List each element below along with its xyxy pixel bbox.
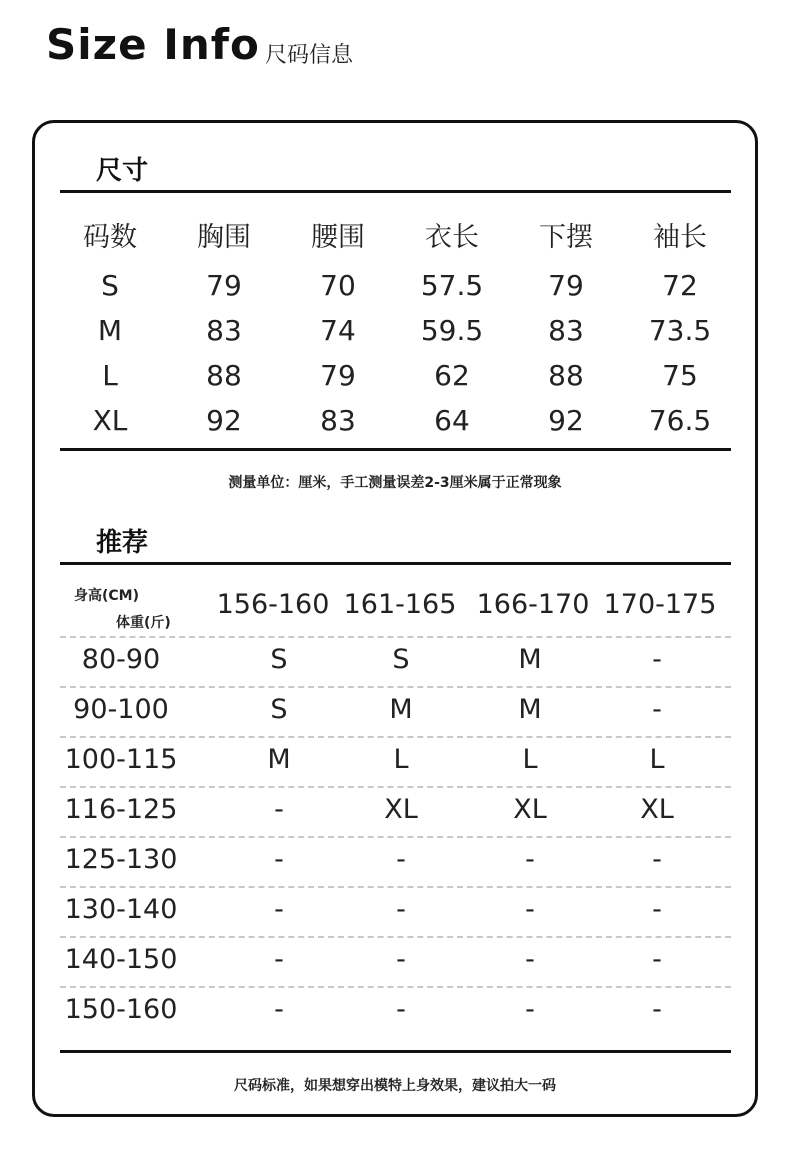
size-table-row — [55, 263, 740, 308]
size-recommendation-cell: M — [267, 744, 291, 775]
size-recommendation-cell: S — [270, 694, 288, 725]
table-row — [0, 735, 790, 785]
size-cell: 88 — [206, 359, 242, 392]
size-cell: 72 — [662, 269, 698, 302]
height-axis-label: 身高(CM) — [74, 588, 140, 604]
size-cell: 64 — [434, 404, 470, 437]
size-recommendation-cell: - — [652, 644, 662, 675]
size-col-header: 胸围 — [197, 222, 251, 253]
size-cell: 74 — [320, 314, 356, 347]
size-recommendation-cell: - — [396, 894, 406, 925]
size-cell: 57.5 — [420, 269, 484, 302]
size-cell: L — [102, 359, 118, 392]
size-recommendation-cell: M — [389, 694, 413, 725]
size-recommendation-cell: XL — [640, 794, 674, 825]
height-col-header: 170-175 — [603, 589, 717, 620]
size-cell: 73.5 — [648, 314, 712, 347]
size-section-divider-top — [60, 190, 731, 193]
measurement-note: 测量单位：厘米，手工测量误差2-3厘米属于正常现象 — [228, 475, 562, 491]
page-subtitle: 尺码信息 — [265, 43, 354, 68]
height-col-header: 161-165 — [343, 589, 457, 620]
size-cell: 88 — [548, 359, 584, 392]
size-cell: S — [101, 269, 119, 302]
size-recommendation-cell: - — [274, 844, 284, 875]
size-recommendation-cell: - — [396, 844, 406, 875]
table-row — [0, 935, 790, 985]
size-col-header: 袖长 — [653, 222, 707, 253]
size-recommendation-cell: - — [652, 994, 662, 1025]
weight-axis-label: 体重(斤) — [116, 615, 171, 631]
size-recommendation-cell: - — [652, 894, 662, 925]
size-section-divider-bottom — [60, 448, 731, 451]
size-recommendation-cell: XL — [384, 794, 418, 825]
size-recommendation-cell: - — [652, 844, 662, 875]
size-col-header: 码数 — [83, 222, 137, 253]
weight-cell: 116-125 — [64, 794, 178, 825]
page-title: Size Info — [46, 20, 260, 69]
size-recommendation-cell: - — [274, 944, 284, 975]
size-cell: 92 — [548, 404, 584, 437]
size-cell: 75 — [662, 359, 698, 392]
size-table-row — [55, 353, 740, 398]
size-recommendation-cell: - — [396, 994, 406, 1025]
weight-cell: 100-115 — [64, 744, 178, 775]
size-recommendation-cell: M — [518, 694, 542, 725]
recommend-section-divider-top — [60, 562, 731, 565]
size-recommendation-cell: - — [396, 944, 406, 975]
recommend-section-divider-bottom — [60, 1050, 731, 1053]
table-row — [0, 785, 790, 835]
weight-cell: 80-90 — [81, 644, 161, 675]
size-cell: XL — [92, 404, 128, 437]
weight-cell: 90-100 — [73, 694, 169, 725]
table-row — [0, 635, 790, 685]
size-recommendation-cell: - — [274, 794, 284, 825]
table-row — [0, 885, 790, 935]
weight-cell: 140-150 — [64, 944, 178, 975]
fit-note: 尺码标准，如果想穿出模特上身效果，建议拍大一码 — [234, 1078, 556, 1094]
size-cell: 70 — [320, 269, 356, 302]
weight-cell: 130-140 — [64, 894, 178, 925]
size-cell: 76.5 — [648, 404, 712, 437]
size-col-header: 衣长 — [425, 222, 479, 253]
size-recommendation-cell: - — [274, 994, 284, 1025]
size-recommendation-cell: L — [393, 744, 409, 775]
size-cell: 83 — [206, 314, 242, 347]
size-cell: 79 — [548, 269, 584, 302]
size-table-row — [55, 308, 740, 353]
size-cell: 83 — [548, 314, 584, 347]
size-table-row — [55, 398, 740, 443]
size-cell: 62 — [434, 359, 470, 392]
size-recommendation-cell: L — [522, 744, 538, 775]
size-cell: 79 — [206, 269, 242, 302]
size-recommendation-cell: - — [525, 844, 535, 875]
table-row — [0, 985, 790, 1035]
size-recommendation-cell: XL — [513, 794, 547, 825]
size-section-title: 尺寸 — [96, 156, 149, 186]
size-recommendation-cell: S — [270, 644, 288, 675]
size-cell: 83 — [320, 404, 356, 437]
size-cell: 79 — [320, 359, 356, 392]
size-recommendation-cell: L — [649, 744, 665, 775]
size-cell: M — [97, 314, 123, 347]
table-row — [0, 685, 790, 735]
size-recommendation-cell: - — [652, 944, 662, 975]
size-recommendation-cell: - — [525, 944, 535, 975]
size-recommendation-cell: S — [392, 644, 410, 675]
size-cell: 92 — [206, 404, 242, 437]
size-recommendation-cell: M — [518, 644, 542, 675]
height-col-header: 166-170 — [476, 589, 590, 620]
size-recommendation-cell: - — [525, 994, 535, 1025]
size-col-header: 腰围 — [311, 222, 365, 253]
table-row — [0, 835, 790, 885]
size-col-header: 下摆 — [539, 222, 593, 253]
recommend-section-title: 推荐 — [96, 528, 149, 558]
size-recommendation-cell: - — [652, 694, 662, 725]
weight-cell: 125-130 — [64, 844, 178, 875]
size-table-header — [55, 215, 740, 260]
weight-cell: 150-160 — [64, 994, 178, 1025]
size-recommendation-cell: - — [525, 894, 535, 925]
size-cell: 59.5 — [420, 314, 484, 347]
height-col-header: 156-160 — [216, 589, 330, 620]
size-recommendation-cell: - — [274, 894, 284, 925]
